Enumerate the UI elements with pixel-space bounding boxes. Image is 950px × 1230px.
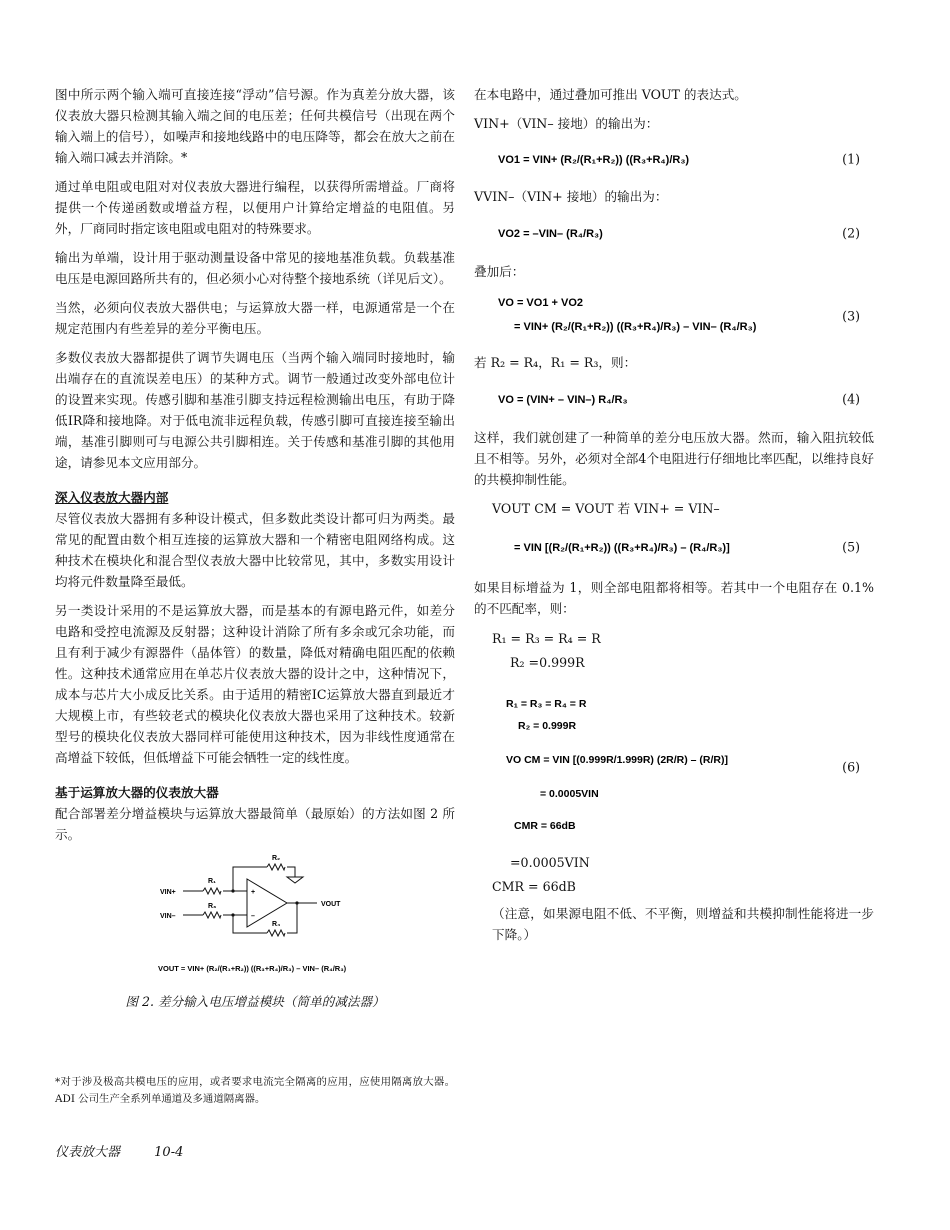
figure-caption: 图 2. 差分输入电压增益模块（简单的减法器） <box>125 994 385 1009</box>
equation-text: VO CM = VIN [(0.999R/1.999R) (2R/R) – (R/R)] <box>506 754 729 766</box>
equation-number: (6) <box>842 759 860 775</box>
paragraph: 当然，必须向仪表放大器供电；与运算放大器一样，电源通常是一个在规定范围内有些差异的差分平衡电压。 <box>55 300 455 336</box>
equation-text: VO1 = VIN+ (R₂/(R₁+R₂)) ((R₃+R₄)/R₃) <box>498 154 690 166</box>
resistor-equation: R₁ = R₃ = R₄ = R <box>492 631 601 646</box>
paragraph: 通过单电阻或电阻对对仪表放大器进行编程，以获得所需增益。厂商将提供一个传递函数或增益方程，以便用户计算给定增益的电阻值。另外，厂商同时指定该电阻或电阻对的特殊要求。 <box>55 179 455 236</box>
equation-text: VO = VO1 + VO2 <box>498 297 583 309</box>
paragraph: 另一类设计采用的不是运算放大器，而是基本的有源电路元件，如差分电路和受控电流源及反射器；这种设计消除了所有多余或冗余功能，而且有利于减少有源器件（晶体管）的数量，降低对精确电阻匹配的依赖性。这种技术通常应用在单芯片仪表放大器的设计之中，这种情况下，成本与芯片大小成反比关系。由于适用的精密IC运算放大器直到最近才大规模上市，有些较老式的模块化仪表放大器也采用了这种技术。较新型号的模块化仪表放大器同样可能使用这种技术，因为非线性度通常在高增益下较低，但低增益下可能会牺牲一定的线性度。 <box>55 603 455 765</box>
page-number: 10-4 <box>154 1145 184 1160</box>
paragraph: 在本电路中，通过叠加可推出 VOUT 的表达式。 <box>474 87 747 102</box>
page-footer <box>55 1141 213 1160</box>
paragraph: 配合部署差分增益模块与运算放大器最简单（最原始）的方法如图 2 所示。 <box>55 806 455 842</box>
paragraph: 叠加后： <box>474 264 525 279</box>
paragraph: 若 R₂ = R₄，R₁ = R₃，则： <box>474 355 637 370</box>
equation-text: VO2 = –VIN– (R₄/R₃) <box>498 228 603 240</box>
label-r3: R₃ <box>208 903 217 910</box>
equation-text: R₁ = R₃ = R₄ = R <box>506 698 587 710</box>
equation-text: = 0.0005VIN <box>540 788 599 800</box>
footer-title: 仪表放大器 <box>55 1145 121 1160</box>
equation-5 <box>474 527 874 567</box>
paragraph: VVIN–（VIN+ 接地）的输出为： <box>474 189 668 204</box>
figure-2 <box>55 853 455 1010</box>
equation-number: (3) <box>842 308 860 324</box>
paragraph: 多数仪表放大器都提供了调节失调电压（当两个输入端同时接地时，输出端存在的直流误差电压）的某种方式。调节一般通过改变外部电位计的设置来实现。传感引脚和基准引脚支持远程检测输出电压，有助于降低IR降和接地降。对于低电流非远程负载，传感引脚可直接连接至输出端，基准引脚则可与电源公共引脚相连。关于传感和基准引脚的其他用途，请参见本文应用部分。 <box>55 350 455 470</box>
equation-3 <box>474 290 874 342</box>
equation-number: (5) <box>842 539 860 555</box>
label-vout: VOUT <box>321 901 341 908</box>
paragraph: 输出为单端，设计用于驱动测量设备中常见的接地基准负载。负载基准电压是电源回路所共有的，但必须小心对待整个接地系统（详见后文）。 <box>55 250 455 286</box>
subtractor-circuit-diagram <box>55 853 455 985</box>
equation-number: (1) <box>842 151 860 167</box>
section-heading: 基于运算放大器的仪表放大器 <box>55 785 219 800</box>
footnote: *对于涉及极高共模电压的应用，或者要求电流完全隔离的应用，应使用隔离放大器。ADI 公司生产全系列单通道及多通道隔离器。 <box>55 1076 455 1105</box>
paragraph: 图中所示两个输入端可直接连接“浮动”信号源。作为真差分放大器，该仪表放大器只检测其输入端之间的电压差；任何共模信号（出现在两个输入端上的信号），如噪声和接地线路中的电压降等，都会在放大之前在输入端口减去并消除。* <box>55 87 455 165</box>
equation-1 <box>474 142 874 176</box>
equation-text: CMR = 66dB <box>514 820 576 832</box>
paragraph: 这样，我们就创建了一种简单的差分电压放大器。然而，输入阻抗较低且不相等。另外，必须对全部4个电阻进行仔细地比率匹配，以维持良好的共模抑制性能。 <box>474 430 874 487</box>
equation-4 <box>474 381 874 417</box>
equation-text: VO = (VIN+ – VIN–) R₄/R₃ <box>498 394 628 406</box>
svg-text:–: – <box>251 913 255 920</box>
section-heading: 深入仪表放大器内部 <box>55 490 169 505</box>
result-line: CMR = 66dB <box>492 879 576 894</box>
equation-text: R₂ = 0.999R <box>518 720 577 732</box>
svg-text:+: + <box>251 889 256 896</box>
label-r1: R₁ <box>208 878 216 885</box>
equation-text: = VIN [(R₂/(R₁+R₂)) ((R₃+R₄)/R₃) – (R₄/R₃)] <box>514 542 730 554</box>
resistor-equation: R₂ =0.999R <box>510 655 585 670</box>
paragraph: VIN+（VIN– 接地）的输出为： <box>474 116 659 131</box>
equation-text: = VIN+ (R₂/(R₁+R₂)) ((R₃+R₄)/R₃) – VIN– (R₄/R₃) <box>514 321 757 333</box>
label-r4: R₄ <box>272 921 281 928</box>
label-r2: R₂ <box>272 855 281 862</box>
paragraph: 如果目标增益为 1，则全部电阻都将相等。若其中一个电阻存在 0.1% 的不匹配率，则： <box>474 580 874 616</box>
label-vin-plus: VIN+ <box>160 889 176 896</box>
note: （注意，如果源电阻不低、不平衡，则增益和共模抑制性能将进一步下降。） <box>492 906 874 942</box>
equation-number: (4) <box>842 391 860 407</box>
left-column <box>55 84 455 1010</box>
figure-formula: VOUT = VIN+ (R₂/(R₁+R₂)) ((R₃+R₄)/R₃) – VIN– (R₄/R₃) <box>158 964 347 973</box>
right-column <box>474 84 874 953</box>
label-vin-minus: VIN– <box>160 913 176 920</box>
paragraph: 尽管仪表放大器拥有多种设计模式，但多数此类设计都可归为两类。最常见的配置由数个相互连接的运算放大器和一个精密电阻网络构成。这种技术在模块化和混合型仪表放大器中比较常见，其中，多数实用设计均将元件数量降至最低。 <box>55 511 455 589</box>
equation-number: (2) <box>842 225 860 241</box>
paragraph: VOUT CM = VOUT 若 VIN+ = VIN– <box>492 501 720 516</box>
equation-2 <box>474 215 874 251</box>
result-line: =0.0005VIN <box>510 855 590 870</box>
equation-6 <box>474 693 874 841</box>
